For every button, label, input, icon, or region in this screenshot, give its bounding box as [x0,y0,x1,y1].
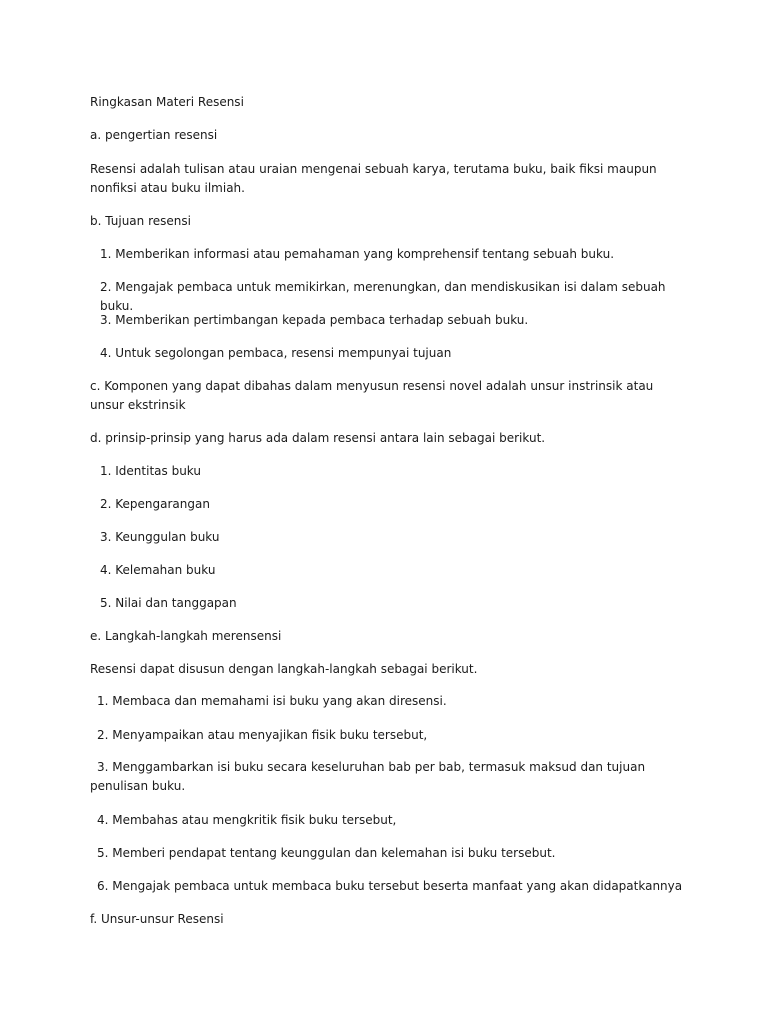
list-item: 3. Keunggulan buku [100,530,220,544]
list-item: 1. Memberikan informasi atau pemahaman yang komprehensif tentang sebuah buku. [100,247,615,261]
list-item: 5. Nilai dan tanggapan [100,596,237,610]
list-item: 2. Kepengarangan [100,497,210,511]
section-e-heading: e. Langkah-langkah merensensi [90,629,282,643]
list-item: 4. Kelemahan buku [100,563,216,577]
list-item: 3. Menggambarkan isi buku secara keseluruhan bab per bab, termasuk maksud dan tujuan penulisan buku. [90,760,646,793]
section-a-paragraph: Resensi adalah tulisan atau uraian mengenai sebuah karya, terutama buku, baik fiksi maupun nonfiksi atau buku ilmiah. [90,162,657,195]
section-f-heading: f. Unsur-unsur Resensi [90,912,224,926]
list-item: 4. Membahas atau mengkritik fisik buku tersebut, [97,813,397,827]
list-item: 5. Memberi pendapat tentang keunggulan dan kelemahan isi buku tersebut. [97,846,556,860]
list-item: 2. Mengajak pembaca untuk memikirkan, merenungkan, dan mendiskusikan isi dalam sebuah buku. [100,280,666,313]
section-a-heading: a. pengertian resensi [90,128,218,142]
section-d-heading: d. prinsip-prinsip yang harus ada dalam resensi antara lain sebagai berikut. [90,431,546,445]
document-title: Ringkasan Materi Resensi [90,95,244,109]
list-item: 6. Mengajak pembaca untuk membaca buku tersebut beserta manfaat yang akan didapatkannya [97,879,683,893]
section-c-paragraph: c. Komponen yang dapat dibahas dalam menyusun resensi novel adalah unsur instrinsik atau unsur ekstrinsik [90,379,654,412]
list-item: 3. Memberikan pertimbangan kepada pembaca terhadap sebuah buku. [100,313,529,327]
list-item: 2. Menyampaikan atau menyajikan fisik buku tersebut, [97,728,428,742]
list-item: 1. Identitas buku [100,464,201,478]
list-item: 1. Membaca dan memahami isi buku yang akan diresensi. [97,694,447,708]
section-b-heading: b. Tujuan resensi [90,214,191,228]
section-e-intro: Resensi dapat disusun dengan langkah-langkah sebagai berikut. [90,662,478,676]
list-item: 4. Untuk segolongan pembaca, resensi mempunyai tujuan [100,346,452,360]
